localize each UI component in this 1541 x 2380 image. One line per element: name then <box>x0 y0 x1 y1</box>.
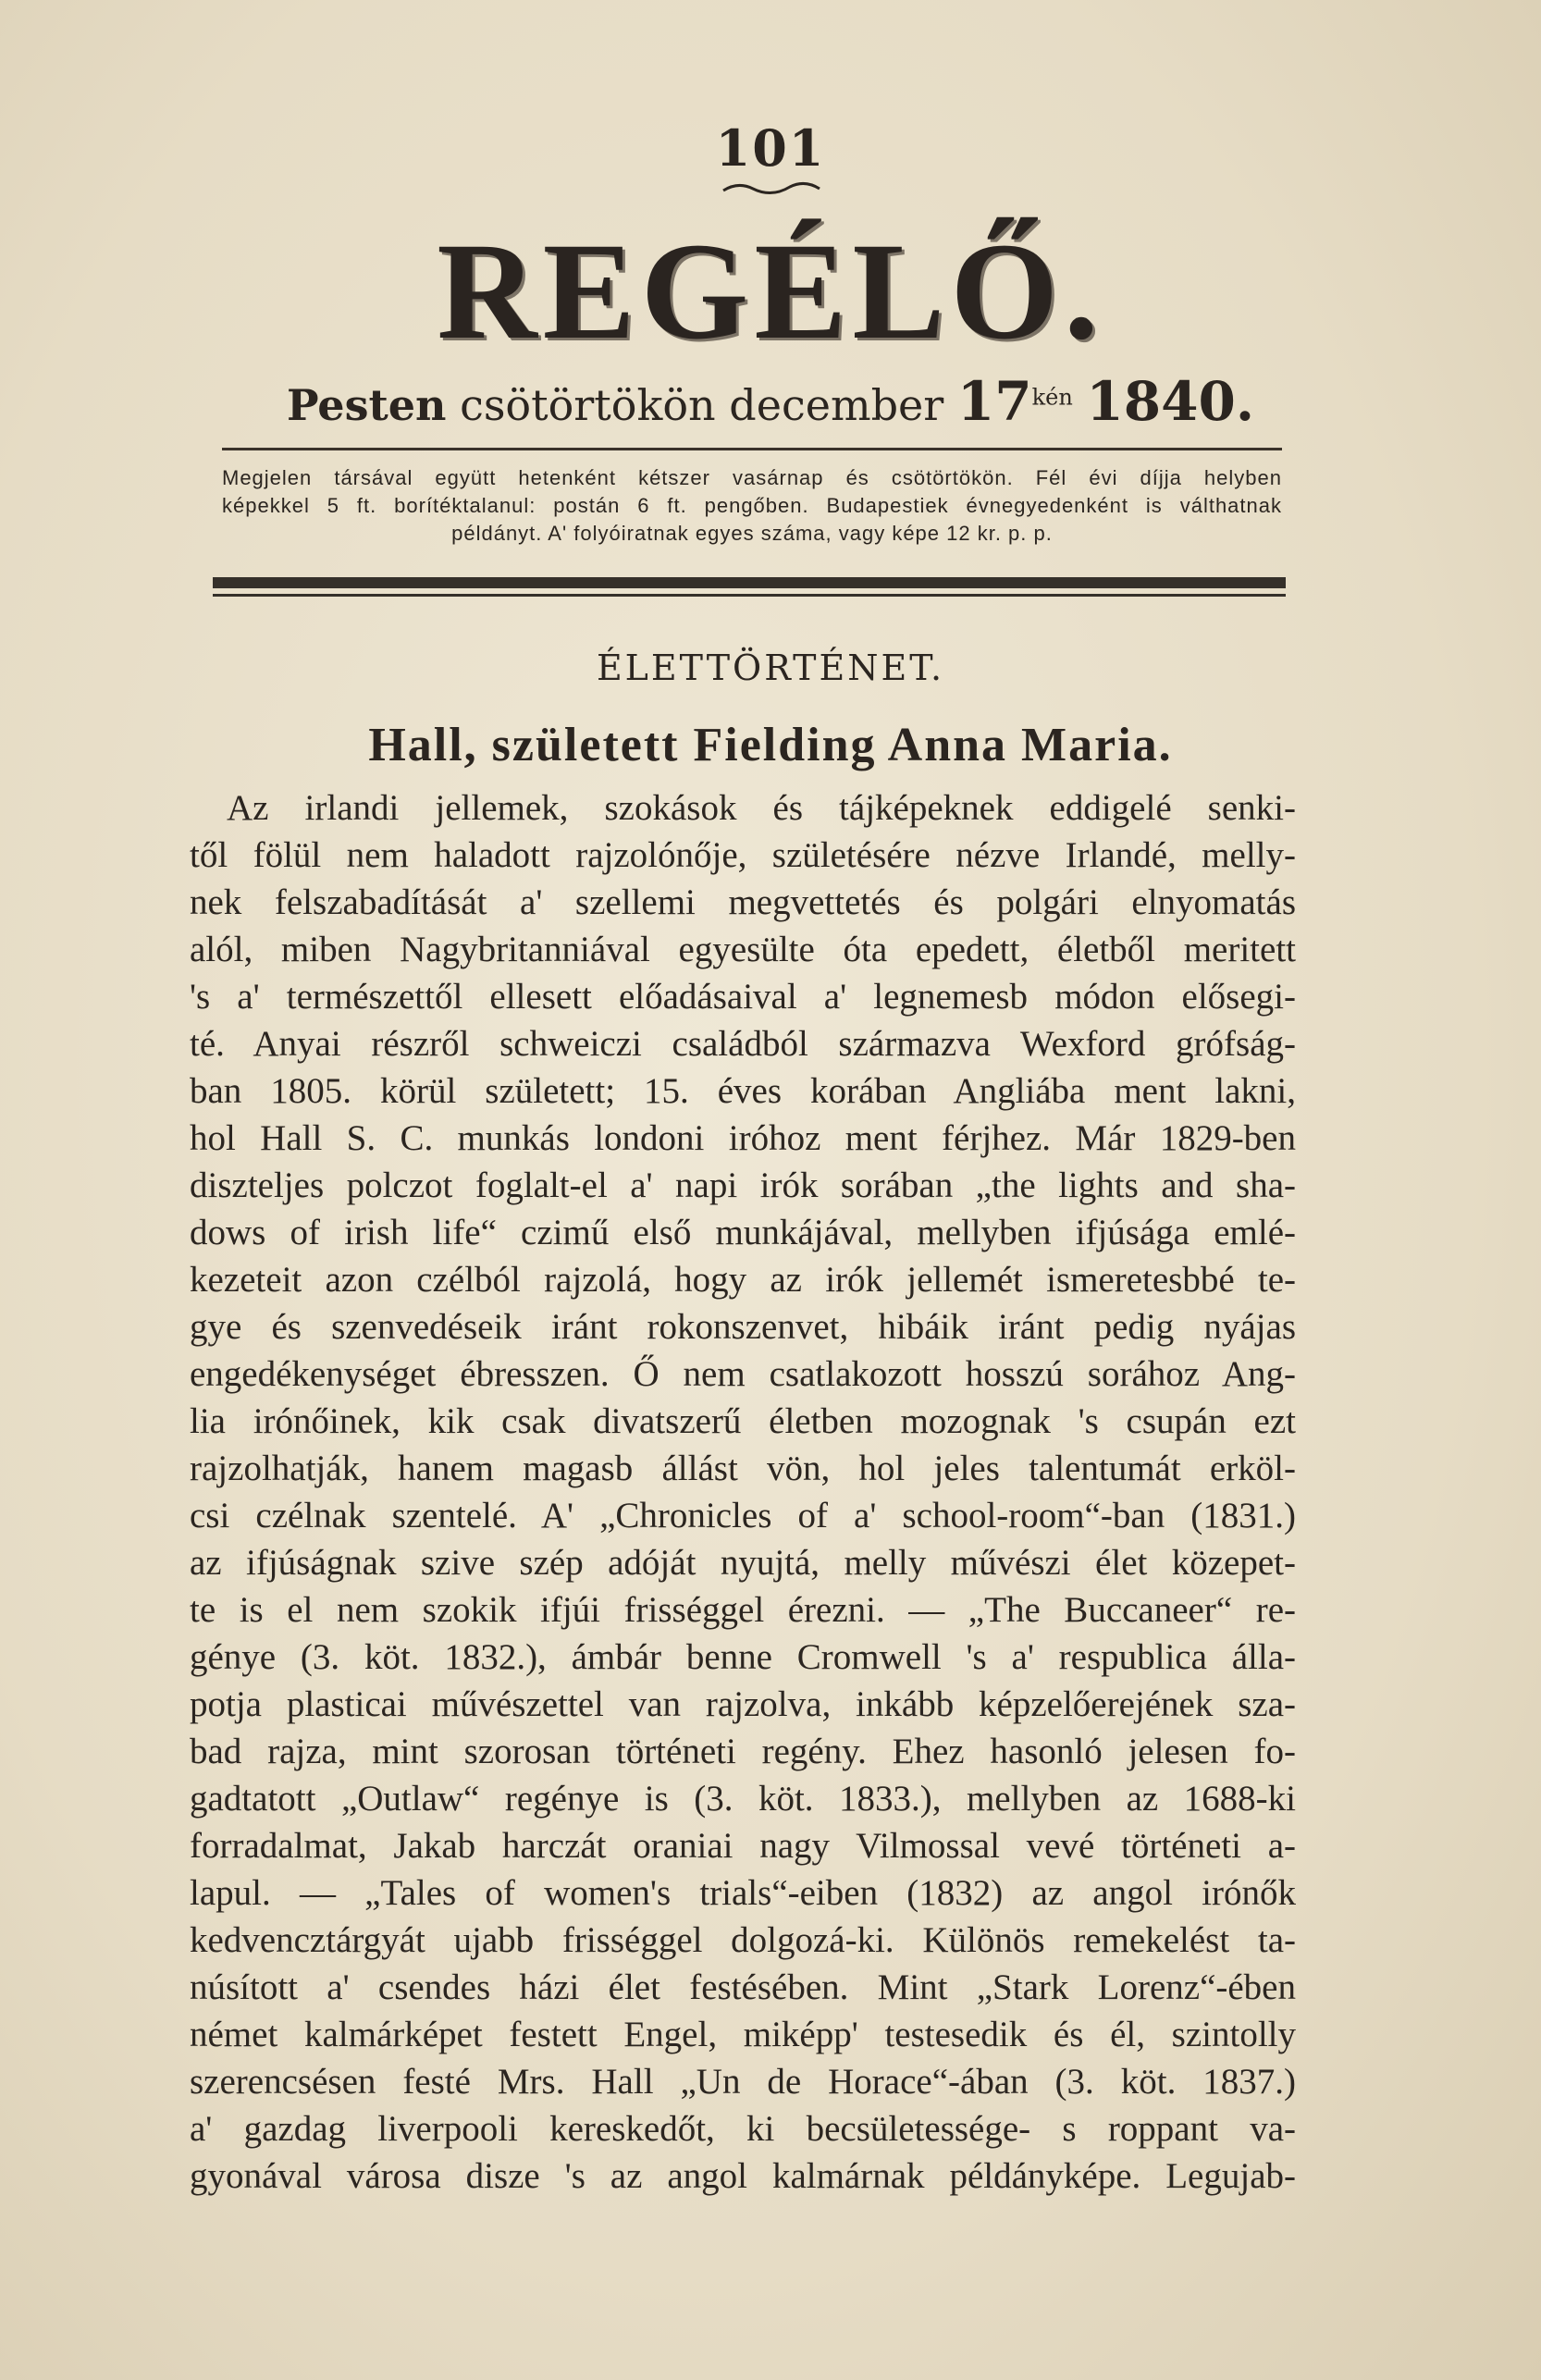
article-line: német kalmárképet festett Engel, miképp' testesedik és él, szintolly <box>190 2015 1296 2054</box>
dateline-day-suffix: kén <box>1031 384 1073 411</box>
ornament-flourish <box>720 178 823 198</box>
article-line: té. Anyai részről schweiczi családból származva Wexford grófság- <box>190 1024 1296 1064</box>
article-line: génye (3. köt. 1832.), ámbár benne Cromwell 's a' respublica álla- <box>190 1637 1296 1677</box>
issue-number: 101 <box>715 118 826 178</box>
masthead-title: REGÉLŐ. <box>437 215 1104 368</box>
article-line: bad rajza, mint szorosan történeti regény. Ehez hasonló jelesen fo- <box>190 1732 1296 1771</box>
thick-divider-rule <box>213 577 1286 588</box>
dateline-text: csötörtökön december <box>460 380 944 430</box>
article-line: lapul. — „Tales of women's trials“-eiben (1832) az angol irónők <box>190 1873 1296 1913</box>
article-line: szerencsésen festé Mrs. Hall „Un de Horace“-ában (3. köt. 1837.) <box>190 2062 1296 2102</box>
dateline <box>0 370 1541 433</box>
divider-rule <box>222 448 1282 450</box>
subscription-line: képekkel 5 ft. borítéktalanul: postán 6 ft. pengőben. Budapestiek évnegyedenként is válthatnak <box>222 494 1282 517</box>
dateline-year: 1840. <box>1086 370 1255 433</box>
article-line: az ifjúságnak szive szép adóját nyujtá, melly művészi élet közepet- <box>190 1543 1296 1583</box>
article-line: diszteljes polczot foglalt-el a' napi irók sorában „the lights and sha- <box>190 1165 1296 1205</box>
article-line: Az irlandi jellemek, szokások és tájképeknek eddigelé senki- <box>227 788 1296 828</box>
article-line: potja plasticai művészettel van rajzolva, inkább képzelőerejének sza- <box>190 1684 1296 1724</box>
thin-divider-rule <box>213 594 1286 597</box>
article-line: kezeteit azon czélból rajzolá, hogy az irók jellemét ismeretesbbé te- <box>190 1260 1296 1300</box>
subscription-line: Megjelen társával együtt hetenként kétszer vasárnap és csötörtökön. Fél évi díjja helyben <box>222 466 1282 489</box>
subscription-info <box>222 464 1282 548</box>
dateline-day: 17 <box>956 370 1032 433</box>
article-body <box>190 784 1296 2200</box>
article-headline: Hall, született Fielding Anna Maria. <box>368 719 1173 771</box>
article-line: rajzolhatják, hanem magasb állást vön, hol jeles talentumát erköl- <box>190 1449 1296 1488</box>
article-line: gye és szenvedéseik iránt rokonszenvet, hibáik iránt pedig nyájas <box>190 1307 1296 1347</box>
article-line: a' gazdag liverpooli kereskedőt, ki becsületessége- s roppant va- <box>190 2109 1296 2149</box>
section-title: ÉLETTÖRTÉNET. <box>596 647 945 688</box>
dateline-city: Pesten <box>286 380 447 430</box>
article-line: től fölül nem haladott rajzolónője, születésére nézve Irlandé, melly- <box>190 835 1296 875</box>
article-line: gadtatott „Outlaw“ regénye is (3. köt. 1833.), mellyben az 1688-ki <box>190 1779 1296 1819</box>
article-line: kedvencztárgyát ujabb frisséggel dolgozá-ki. Különös remekelést ta- <box>190 1920 1296 1960</box>
article-line: nek felszabadítását a' szellemi megvettetés és polgári elnyomatás <box>190 882 1296 922</box>
article-line: gyonával városa disze 's az angol kalmárnak példányképe. Legujab- <box>190 2156 1296 2196</box>
article-line: núsított a' csendes házi élet festésében. Mint „Stark Lorenz“-ében <box>190 1967 1296 2007</box>
article-line: dows of irish life“ czimű első munkájával, mellyben ifjúsága emlé- <box>190 1213 1296 1252</box>
article-line: alól, miben Nagybritanniával egyesülte óta epedett, életből meritett <box>190 930 1296 969</box>
article-line: csi czélnak szentelé. A' „Chronicles of a' school-room“-ban (1831.) <box>190 1496 1296 1535</box>
article-line: hol Hall S. C. munkás londoni iróhoz ment férjhez. Már 1829-ben <box>190 1118 1296 1158</box>
article-line: ban 1805. körül született; 15. éves korában Angliába ment lakni, <box>190 1071 1296 1111</box>
subscription-line: példányt. A' folyóiratnak egyes száma, vagy képe 12 kr. p. p. <box>451 522 1053 545</box>
article-line: lia irónőinek, kik csak divatszerű életben mozognak 's csupán ezt <box>190 1401 1296 1441</box>
article-line: te is el nem szokik ifjúi frisséggel érezni. — „The Buccaneer“ re- <box>190 1590 1296 1630</box>
article-line: forradalmat, Jakab harczát oraniai nagy Vilmossal vevé történeti a- <box>190 1826 1296 1866</box>
article-line: 's a' természettől ellesett előadásaival a' legnemesb módon elősegi- <box>190 977 1296 1017</box>
article-line: engedékenységet ébresszen. Ő nem csatlakozott hosszú sorához Ang- <box>190 1354 1296 1394</box>
